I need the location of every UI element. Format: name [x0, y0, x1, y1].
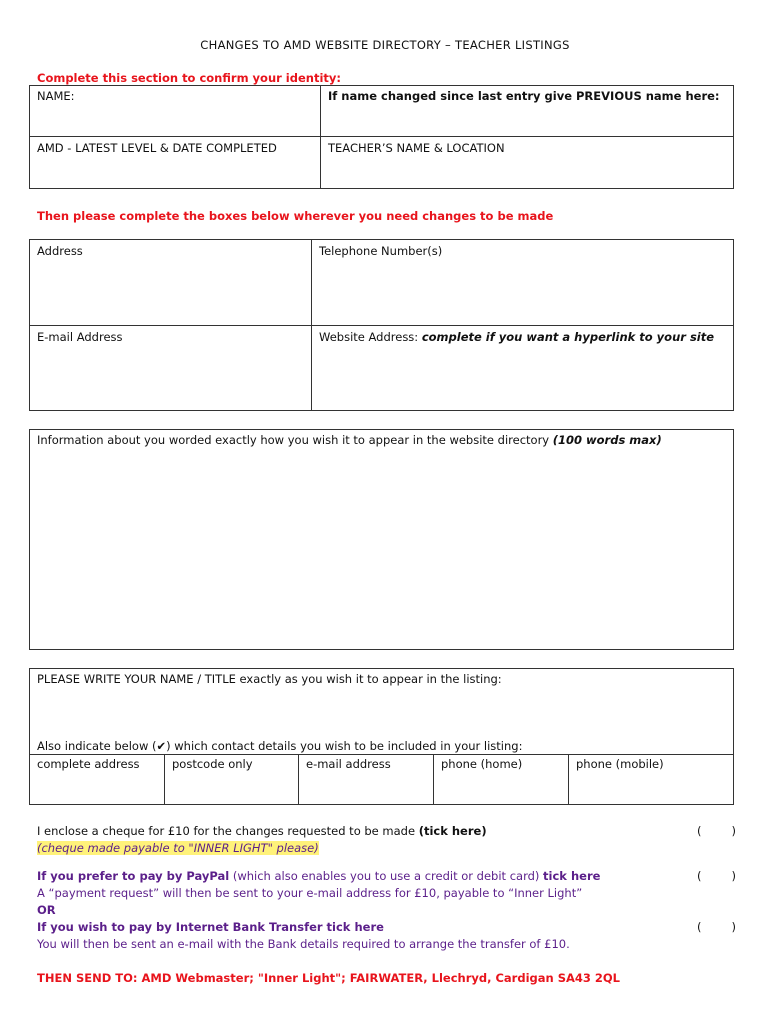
- indicate-label: Also indicate below (✔) which contact details you wish to be included in your listing:: [37, 739, 523, 753]
- paren-close: ): [731, 824, 736, 838]
- cheque-note-text: (cheque made payable to "INNER LIGHT" please): [37, 841, 319, 855]
- paypal-note: A “payment request” will then be sent to your e-mail address for £10, payable to “Inner Light”: [37, 886, 583, 900]
- cheque-line: [37, 824, 487, 838]
- checkbox-complete-address[interactable]: complete address: [37, 757, 140, 771]
- paren-open: (: [697, 869, 702, 883]
- checkbox-phone-mobile[interactable]: phone (mobile): [576, 757, 664, 771]
- bank-line: If you wish to pay by Internet Bank Transfer tick here: [37, 920, 384, 934]
- website-note: complete if you want a hyperlink to your site: [421, 330, 715, 344]
- changes-heading: Then please complete the boxes below wherever you need changes to be made: [37, 209, 554, 223]
- paypal-text-a: If you prefer to pay by PayPal: [37, 869, 230, 883]
- teacher-name-location-field[interactable]: TEACHER’S NAME & LOCATION: [328, 141, 505, 155]
- identity-heading: Complete this section to confirm your identity:: [37, 71, 342, 85]
- paypal-tick-box[interactable]: [697, 869, 736, 883]
- identity-divider: [320, 85, 321, 189]
- paren-open: (: [697, 824, 702, 838]
- contact-col-divider: [433, 754, 434, 805]
- or-label: OR: [37, 903, 56, 917]
- address-field[interactable]: Address: [37, 244, 83, 258]
- paren-close: ): [731, 869, 736, 883]
- cheque-tick-label: (tick here): [418, 824, 487, 838]
- changes-row-divider: [29, 325, 734, 326]
- paypal-text-b: (which also enables you to use a credit or debit card): [229, 869, 544, 883]
- bank-tick-box[interactable]: [697, 920, 736, 934]
- listing-box: [29, 668, 734, 805]
- paren-close: ): [731, 920, 736, 934]
- info-box[interactable]: [29, 429, 734, 650]
- website-label: Website Address:: [319, 330, 422, 344]
- contact-col-divider: [164, 754, 165, 805]
- cheque-text: I enclose a cheque for £10 for the changes requested to be made: [37, 824, 419, 838]
- contact-col-divider: [568, 754, 569, 805]
- website-field[interactable]: [319, 330, 714, 344]
- telephone-field[interactable]: Telephone Number(s): [319, 244, 443, 258]
- name-title-field[interactable]: PLEASE WRITE YOUR NAME / TITLE exactly as you wish it to appear in the listing:: [37, 672, 502, 686]
- email-field[interactable]: E-mail Address: [37, 330, 123, 344]
- checkbox-email-address[interactable]: e-mail address: [306, 757, 391, 771]
- name-field[interactable]: NAME:: [37, 89, 75, 103]
- checkbox-postcode-only[interactable]: postcode only: [172, 757, 253, 771]
- checkbox-phone-home[interactable]: phone (home): [441, 757, 523, 771]
- paren-open: (: [697, 920, 702, 934]
- contact-col-divider: [298, 754, 299, 805]
- previous-name-field[interactable]: If name changed since last entry give PREVIOUS name here:: [328, 89, 720, 103]
- paypal-line: [37, 869, 600, 883]
- cheque-tick-box[interactable]: [697, 824, 736, 838]
- cheque-note: [37, 841, 319, 855]
- info-note: (100 words max): [552, 433, 662, 447]
- amd-level-field[interactable]: AMD - LATEST LEVEL & DATE COMPLETED: [37, 141, 277, 155]
- paypal-tick-label: tick here: [543, 869, 601, 883]
- contact-row-divider: [29, 754, 734, 755]
- identity-row-divider: [29, 136, 734, 137]
- bank-note: You will then be sent an e-mail with the Bank details required to arrange the transfer of £10.: [37, 937, 570, 951]
- send-to-address: THEN SEND TO: AMD Webmaster; "Inner Light"; FAIRWATER, Llechryd, Cardigan SA43 2QL: [37, 971, 621, 985]
- info-label: [37, 433, 662, 447]
- info-label-text: Information about you worded exactly how you wish it to appear in the website directory: [37, 433, 553, 447]
- page-title: CHANGES TO AMD WEBSITE DIRECTORY – TEACHER LISTINGS: [200, 38, 570, 52]
